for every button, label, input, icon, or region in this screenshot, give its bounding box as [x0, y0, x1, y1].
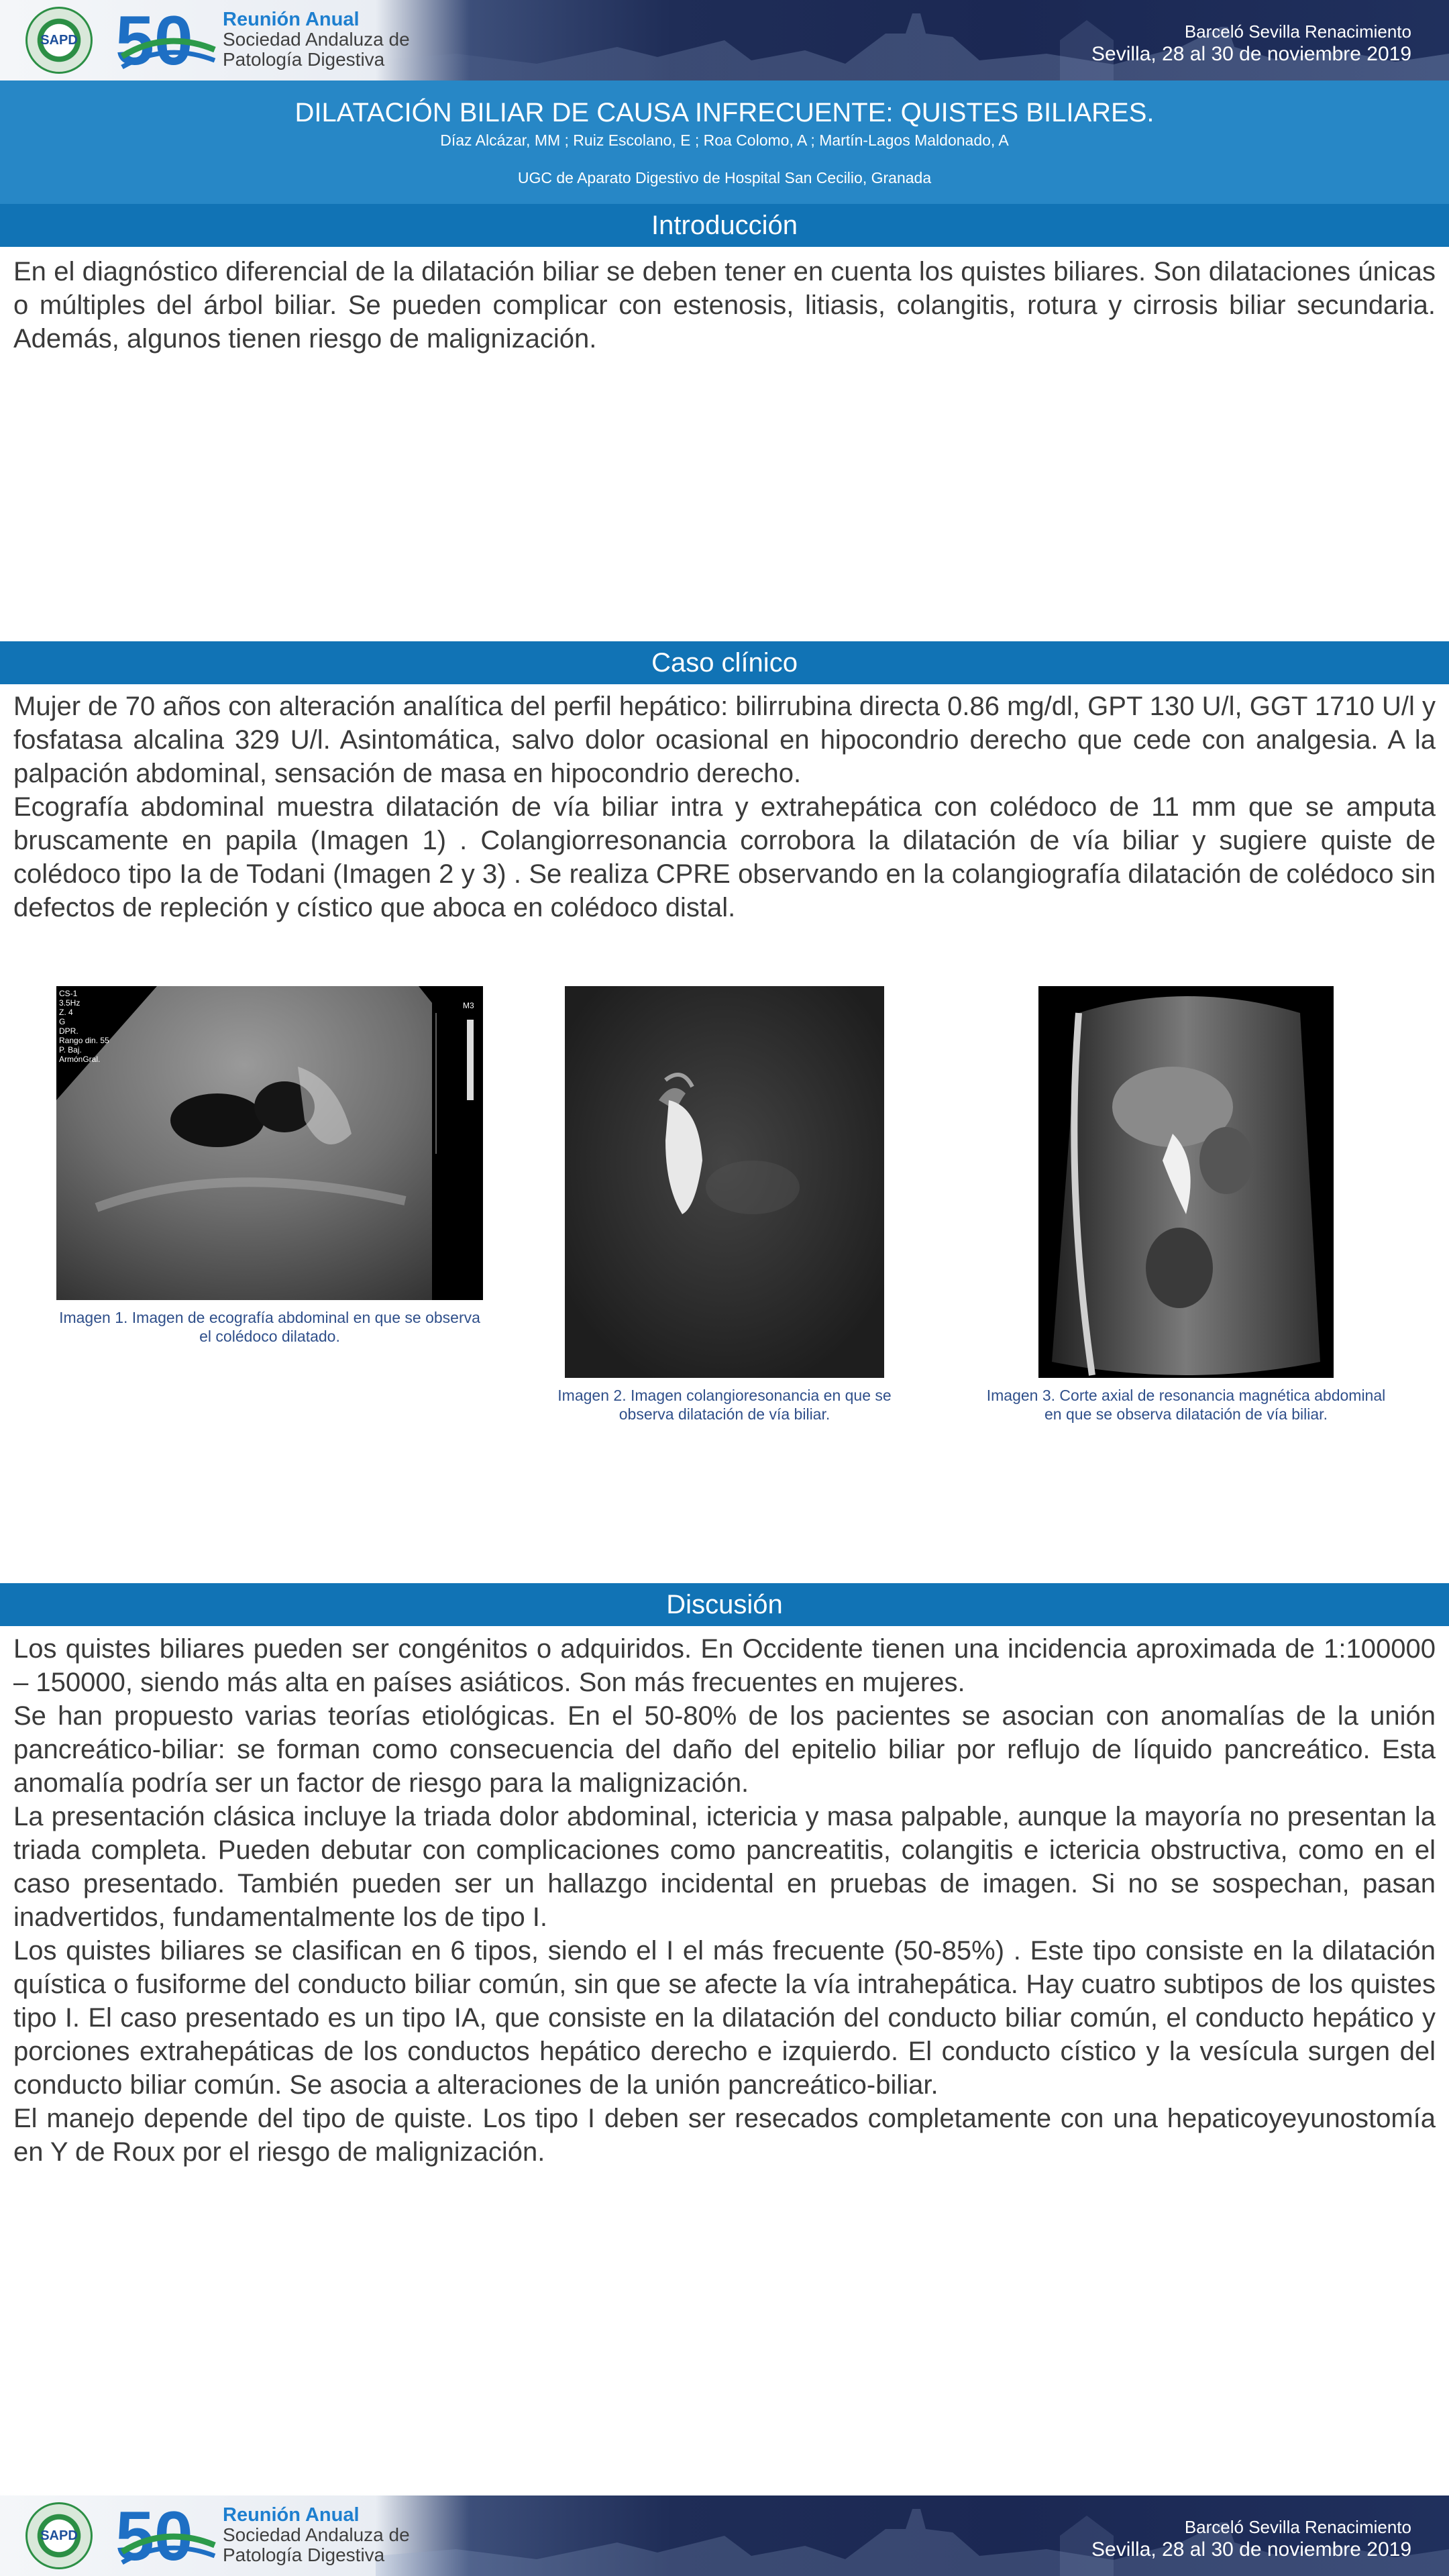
overlay-line: Rango din. 55	[59, 1036, 109, 1045]
logo-number: 50	[115, 3, 193, 76]
ultrasound-mark: M3	[463, 1001, 474, 1010]
brand-line-2: Sociedad Andaluza de	[223, 29, 410, 50]
venue-line-2: Sevilla, 28 al 30 de noviembre 2019	[1091, 43, 1411, 65]
case-paragraph: Ecografía abdominal muestra dilatación de vía biliar intra y extrahepática con colédoco de 11 mm que se amputa bruscamente en papila (Imagen 1) . Colangiorresonancia corrobora la dilatación de vía biliar y sugiere quiste de colédoco tipo Ia de Todani (Imagen 2 y 3) . Se realiza CPRE observando en la colangiografía dilatación de colédoco sin defectos de repleción y cístico que aboca en colédoco distal.	[13, 792, 1436, 922]
figure-3-caption: Imagen 3. Corte axial de resonancia magnética abdominal en que se observa dilatación de vía biliar.	[986, 1387, 1386, 1423]
overlay-line: Z. 4	[59, 1008, 73, 1017]
overlay-line: CS-1	[59, 989, 78, 998]
affiliation-line: UGC de Aparato Digestivo de Hospital San Cecilio, Granada	[517, 169, 932, 186]
ultrasound-graphic	[56, 986, 483, 1300]
authors-line: Díaz Alcázar, MM ; Ruiz Escolano, E ; Roa Colomo, A ; Martín-Lagos Maldonado, A	[440, 131, 1009, 149]
intro-text	[13, 255, 1436, 356]
venue-line-2: Sevilla, 28 al 30 de noviembre 2019	[1091, 2538, 1411, 2561]
anniversary-50-logo	[115, 3, 216, 76]
mrcp-graphic	[565, 986, 884, 1378]
venue-block	[1091, 2516, 1411, 2561]
sapd-seal-logo	[25, 2502, 93, 2569]
case-paragraph: Mujer de 70 años con alteración analítica del perfil hepático: bilirrubina directa 0.86 mg/dl, GPT 130 U/l, GGT 1710 U/l y fosfatasa alcalina 329 U/l. Asintomática, salvo dolor ocasional en hipocondrio derecho que cede con analgesia. A la palpación abdominal, sensación de masa en hipocondrio derecho.	[13, 692, 1436, 788]
venue-line-1: Barceló Sevilla Renacimiento	[1184, 2517, 1411, 2537]
logo-number: 50	[115, 2498, 193, 2572]
overlay-line: P. Baj.	[59, 1045, 82, 1055]
seal-text: SAPD	[40, 2528, 78, 2543]
brand-line-1: Reunión Anual	[223, 9, 360, 30]
discussion-paragraph: Los quistes biliares se clasifican en 6 tipos, siendo el I el más frecuente (50-85%) . Este tipo consiste en la dilatación quística o fusiforme del conducto biliar común, sin que se afecte la vía intrahepática. Hay cuatro subtipos de los quistes tipo I. El caso presentado es un tipo IA, que consiste en la dilatación del conducto biliar común, el conducto hepático y porciones extrahepáticas de los conductos hepático derecho e izquierdo. El conducto cístico y la vesícula surgen del conducto biliar común. Se asocia a alteraciones de la unión pancreático-biliar.	[13, 1936, 1436, 2100]
brand-block	[223, 9, 410, 70]
venue-line-1: Barceló Sevilla Renacimiento	[1184, 21, 1411, 42]
figure-mrcp-image	[565, 986, 884, 1378]
brand-block	[223, 2505, 410, 2565]
ultrasound-overlay-text	[59, 989, 109, 1064]
figure-1-caption: Imagen 1. Imagen de ecografía abdominal en que se observa el colédoco dilatado.	[59, 1309, 480, 1345]
anniversary-50-logo	[115, 2498, 216, 2572]
figure-ultrasound-image	[56, 986, 483, 1300]
overlay-line: G	[59, 1017, 66, 1026]
section-heading-introduccion: Introducción	[0, 204, 1449, 247]
sapd-seal-logo	[25, 7, 93, 74]
mri-graphic	[1038, 986, 1334, 1378]
figure-mri-image	[1038, 986, 1334, 1378]
discussion-paragraph: Los quistes biliares pueden ser congénitos o adquiridos. En Occidente tienen una incidencia aproximada de 1:100000 – 150000, siendo más alta en países asiáticos. Son más frecuentes en mujeres.	[13, 1634, 1436, 1697]
brand-line-1: Reunión Anual	[223, 2504, 360, 2526]
brand-line-3: Patología Digestiva	[223, 2544, 385, 2565]
overlay-line: 3.5Hz	[59, 998, 80, 1008]
seal-text: SAPD	[40, 33, 78, 48]
footer-banner	[0, 2496, 1449, 2576]
case-text	[13, 690, 1436, 924]
section-heading-discusion: Discusión	[0, 1583, 1449, 1626]
discussion-paragraph: Se han propuesto varias teorías etiológicas. En el 50-80% de los pacientes se asocian con anomalías de la unión pancreático-biliar: se forman como consecuencia del daño del epitelio biliar por reflujo de líquido pancreático. Esta anomalía podría ser un factor de riesgo para la malignización.	[13, 1701, 1436, 1798]
intro-paragraph: En el diagnóstico diferencial de la dilatación biliar se deben tener en cuenta los quistes biliares. Son dilataciones únicas o múltiples del árbol biliar. Se pueden complicar con estenosis, litiasis, colangitis, rotura y cirrosis biliar secundaria. Además, algunos tienen riesgo de malignización.	[13, 257, 1436, 354]
title-band	[0, 80, 1449, 204]
section-heading-caso-clinico: Caso clínico	[0, 641, 1449, 684]
overlay-line: DPR.	[59, 1026, 78, 1036]
brand-line-3: Patología Digestiva	[223, 49, 385, 70]
brand-line-2: Sociedad Andaluza de	[223, 2524, 410, 2545]
discussion-paragraph: La presentación clásica incluye la triada dolor abdominal, ictericia y masa palpable, aunque la mayoría no presentan la triada completa. Pueden debutar con complicaciones como pancreatitis, colangitis e ictericia obstructiva, como en el caso presentado. También pueden ser un hallazgo incidental en pruebas de imagen. Si no se sospechan, pasan inadvertidos, fundamentalmente los de tipo I.	[13, 1802, 1436, 1932]
venue-block	[1091, 20, 1411, 66]
figure-2-caption: Imagen 2. Imagen colangioresonancia en que se observa dilatación de vía biliar.	[557, 1387, 892, 1423]
discussion-text	[13, 1632, 1436, 2169]
poster-title: DILATACIÓN BILIAR DE CAUSA INFRECUENTE: QUISTES BILIARES.	[294, 98, 1155, 127]
discussion-paragraph: El manejo depende del tipo de quiste. Los tipo I deben ser resecados completamente con una hepaticoyeyunostomía en Y de Roux por el riesgo de malignización.	[13, 2104, 1436, 2167]
header-banner	[0, 0, 1449, 80]
overlay-line: ArmónGral.	[59, 1055, 101, 1064]
